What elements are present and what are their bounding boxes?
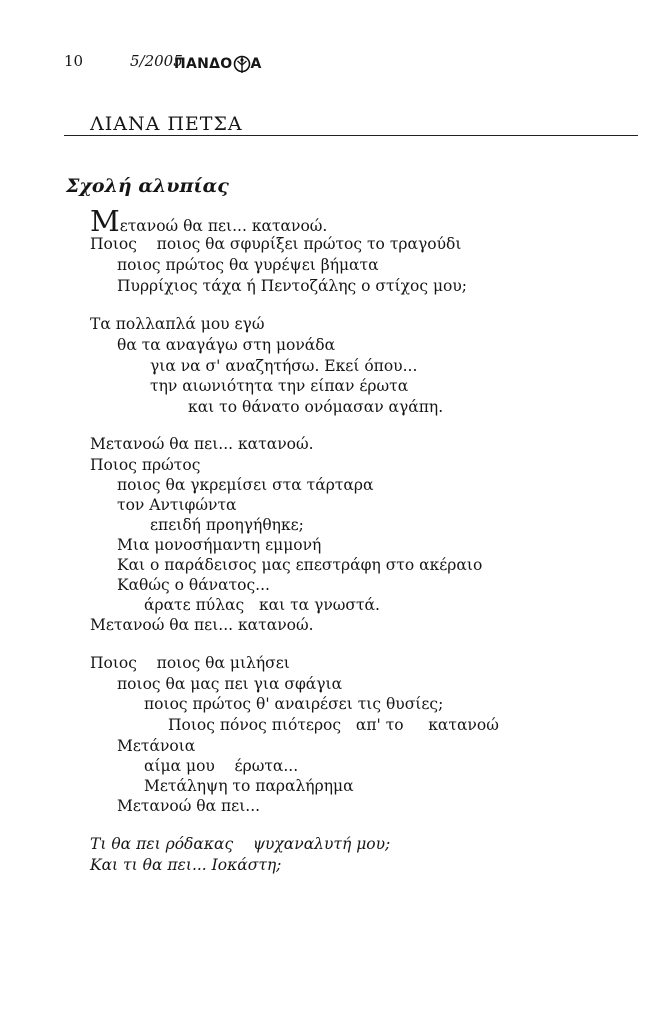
poem-line: Μετάληψη το παραλήρημα	[144, 777, 354, 795]
poem-line: Πυρρίχιος τάχα ή Πεντοζάλης ο στίχος μου;	[117, 277, 468, 295]
drop-cap: Μ	[90, 204, 120, 238]
logo-text-start: ΠΑΝΔΟ	[174, 56, 233, 72]
poem-title: Σχολή αλυπίας	[66, 175, 229, 197]
poem-line: άρατε πύλας και τα γνωστά.	[144, 596, 380, 614]
poem-line: Μετάνοια	[117, 737, 196, 755]
poem-line: Μετανοώ θα πει... κατανοώ.	[90, 616, 314, 634]
issue-date: 5/2005	[130, 52, 183, 70]
poem-line: αίμα μου έρωτα...	[144, 757, 299, 775]
poem-line	[90, 204, 328, 238]
poem-line: Ποιος πρώτος	[90, 456, 201, 474]
logo-seal-icon	[233, 54, 251, 74]
author-name: ΛΙΑΝΑ ΠΕΤΣΑ	[90, 113, 243, 135]
poem-line: Τα πολλαπλά μου εγώ	[90, 315, 265, 333]
poem-line: ποιος θα γκρεμίσει στα τάρταρα	[117, 476, 374, 494]
poem-line: Μετανοώ θα πει... κατανοώ.	[90, 435, 314, 453]
header-rule	[64, 135, 638, 136]
poem-line: Τι θα πει ρόδακας ψυχαναλυτή μου;	[90, 835, 391, 853]
magazine-logo	[174, 54, 262, 74]
poem-line: επειδή προηγήθηκε;	[150, 516, 304, 534]
poem-line: θα τα αναγάγω στη μονάδα	[117, 336, 336, 354]
poem-line: ποιος πρώτος θ' αναιρέσει τις θυσίες;	[144, 695, 444, 713]
page-number: 10	[64, 52, 84, 70]
poem-line: Μια μονοσήμαντη εμμονή	[117, 536, 322, 554]
poem-line: Και ο παράδεισος μας επεστράφη στο ακέραιο	[117, 556, 483, 574]
poem-line: Καθώς ο θάνατος...	[117, 576, 270, 594]
poem-line-text: ετανοώ θα πει... κατανοώ.	[119, 217, 328, 235]
poem-line: Και τι θα πει... Ιοκάστη;	[90, 856, 282, 874]
poem-line: Ποιος ποιος θα σφυρίξει πρώτος το τραγούδι	[90, 235, 462, 253]
poem-line: ποιος πρώτος θα γυρέψει βήματα	[117, 256, 379, 274]
poem-line: Μετανοώ θα πει...	[117, 797, 261, 815]
poem-line: την αιωνιότητα την είπαν έρωτα	[150, 377, 409, 395]
poem-line: Ποιος ποιος θα μιλήσει	[90, 654, 290, 672]
poem-line: Ποιος πόνος πιότερος απ' το κατανοώ	[168, 716, 499, 734]
poem-line: ποιος θα μας πει για σφάγια	[117, 675, 343, 693]
poem-line: τον Αντιφώντα	[117, 496, 237, 514]
logo-text-end: Α	[250, 56, 262, 72]
page-header	[64, 52, 640, 74]
poem-line: και το θάνατο ονόμασαν αγάπη.	[188, 398, 444, 416]
poem-line: για να σ' αναζητήσω. Εκεί όπου...	[150, 357, 418, 375]
